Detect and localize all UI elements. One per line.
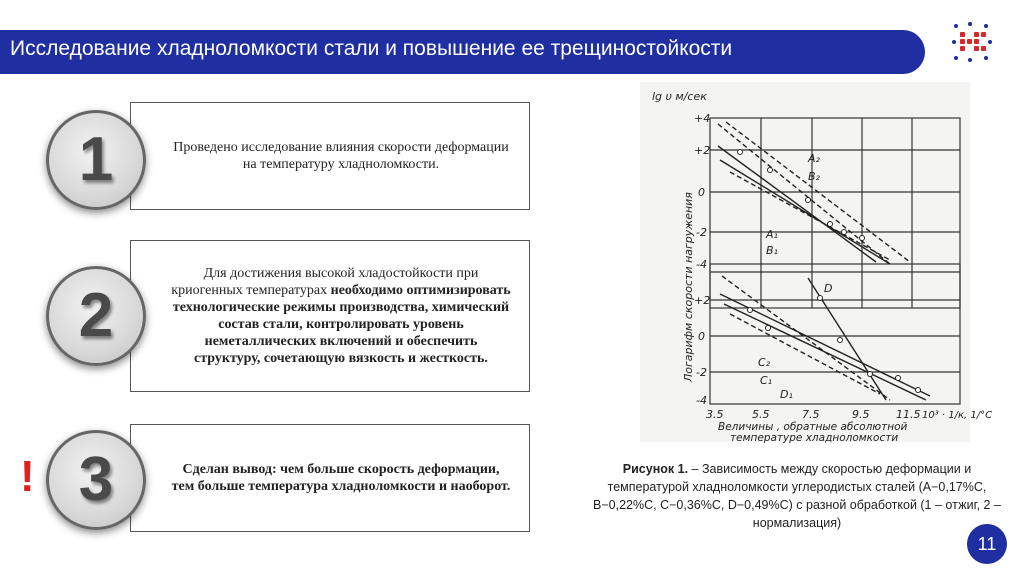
step-card-3	[130, 424, 530, 532]
x-unit-label: 10³ · 1/к, 1/°C	[922, 410, 993, 421]
alert-mark: !	[20, 452, 35, 501]
y-tick-top-2: 0	[698, 186, 705, 199]
curve-label-d1: D₁	[780, 388, 793, 401]
y-axis-side-label: Логарифм скорости нагружения	[682, 192, 695, 382]
step-card-1	[130, 102, 530, 210]
y-tick-bottom-0: +2	[694, 294, 711, 307]
x-tick-2: 7.5	[802, 408, 820, 421]
figure-caption	[592, 460, 1002, 532]
x-tick-0: 3.5	[706, 408, 724, 421]
curve-label-d: D	[824, 282, 833, 295]
step-1-number: 1	[78, 125, 114, 194]
figure-caption-text: – Зависимость между скоростью деформации и температурой хладноломкости углеродистых сталей (A−0,17%C, B−0,22%C, C−0,36%C, D−0,49%C) с разной обработкой (1 – отжиг, 2 – нормализация)	[593, 462, 1001, 530]
x-axis-label-2: температуре хладноломкости	[730, 432, 899, 444]
page-number: 11	[967, 524, 1007, 564]
curve-label-c2: C₂	[758, 356, 771, 369]
step-2-text-normal: Для достижения высокой хладостойкости при криогенных температурах	[171, 266, 479, 298]
curve-label-c1: C₁	[760, 374, 773, 387]
y-tick-top-3: -2	[696, 226, 707, 239]
step-2-circle	[46, 266, 146, 366]
step-1-text: Проведено исследование влияния скорости деформации на температуру хладноломкости.	[173, 140, 509, 172]
dots-logo-icon	[948, 18, 994, 64]
figure-graph	[640, 82, 993, 444]
curve-label-b1: B₁	[766, 244, 778, 257]
header-bar	[0, 30, 925, 74]
y-tick-top-4: -4	[696, 258, 707, 271]
y-tick-bottom-3: -4	[696, 394, 707, 407]
curve-label-a1: A₁	[766, 228, 778, 241]
step-3-circle	[46, 430, 146, 530]
x-tick-1: 5.5	[752, 408, 770, 421]
step-2-text-bold: необходимо оптимизировать технологические режимы производства, химический состав стали, контролировать уровень неметаллических включений и обеспечить структуру, сочетающую вязкость и жесткость.	[172, 283, 511, 366]
y-tick-top-0: +4	[694, 112, 711, 125]
step-3-number: 3	[78, 445, 114, 514]
x-axis-label-1: Величины , обратные абсолютной	[718, 421, 908, 433]
step-1-circle	[46, 110, 146, 210]
step-2-number: 2	[78, 281, 114, 350]
y-tick-top-1: +2	[694, 144, 711, 157]
page-title: Исследование хладноломкости стали и повышение ее трещиностойкости	[10, 37, 733, 60]
x-tick-3: 9.5	[852, 408, 870, 421]
curve-label-b2: B₂	[808, 170, 820, 183]
y-tick-bottom-1: 0	[698, 330, 705, 343]
step-card-2	[130, 240, 530, 392]
step-2-text	[171, 265, 511, 367]
figure-caption-label: Рисунок 1.	[622, 462, 689, 476]
x-tick-4: 11.5	[896, 408, 921, 421]
y-tick-bottom-2: -2	[696, 366, 707, 379]
step-3-text: Сделан вывод: чем больше скорость деформации, тем больше температура хладноломкости и наоборот.	[171, 462, 511, 494]
y-axis-top-label: lg υ м/сек	[652, 90, 707, 103]
curve-label-a2: A₂	[808, 152, 820, 165]
